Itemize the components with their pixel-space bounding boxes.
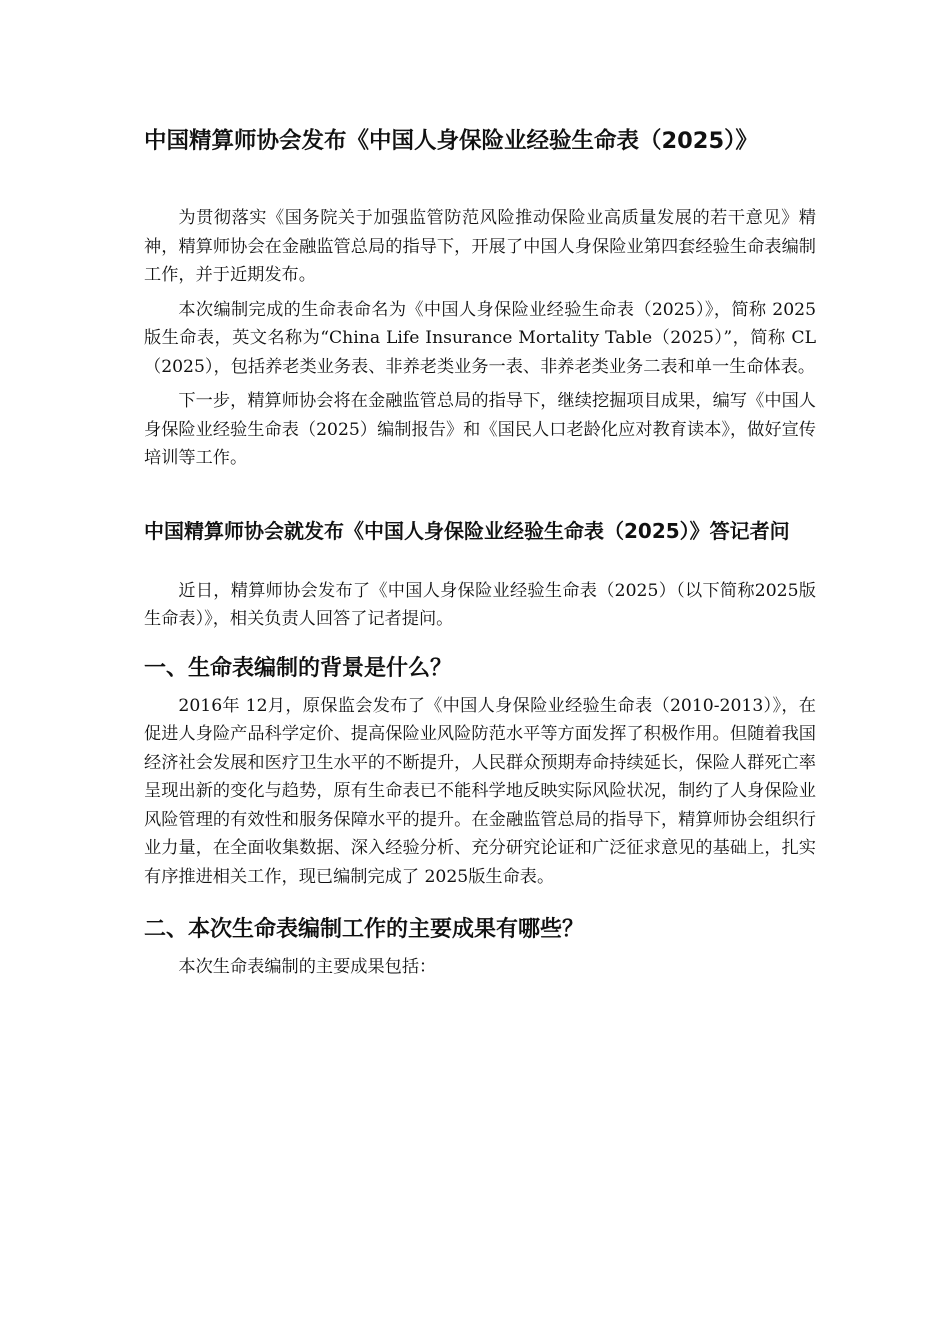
document-body: [144, 124, 816, 982]
intro-paragraph-2: 本次编制完成的生命表命名为《中国人身保险业经验生命表（2025）》，简称 2025版生命表，英文名称为“China Life Insurance Mortality Table（2025）”，简称 CL（2025），包括养老类业务表、非养老类业务一表、非养老类业务二表和单一生命体表。: [144, 299, 816, 377]
qa-title: 中国精算师协会就发布《中国人身保险业经验生命表（2025）》答记者问: [144, 518, 790, 543]
qa-intro-paragraph: 近日，精算师协会发布了《中国人身保险业经验生命表（2025）（以下简称2025版生命表）》，相关负责人回答了记者提问。: [144, 580, 816, 629]
section-2-paragraph: 本次生命表编制的主要成果包括：: [178, 957, 437, 977]
section-2-heading: 二、本次生命表编制工作的主要成果有哪些？: [144, 917, 585, 942]
intro-paragraph-1: 为贯彻落实《国务院关于加强监管防范风险推动保险业高质量发展的若干意见》精神，精算师协会在金融监管总局的指导下，开展了中国人身保险业第四套经验生命表编制工作，并于近期发布。: [144, 208, 816, 285]
intro-paragraph-3: 下一步，精算师协会将在金融监管总局的指导下，继续挖掘项目成果，编写《中国人身保险业经验生命表（2025）编制报告》和《国民人口老龄化应对教育读本》，做好宣传培训等工作。: [144, 391, 816, 468]
section-1-heading: 一、生命表编制的背景是什么？: [144, 655, 453, 681]
document-title: 中国精算师协会发布《中国人身保险业经验生命表（2025）》: [144, 128, 758, 154]
section-1-paragraph: 2016年 12月，原保监会发布了《中国人身保险业经验生命表（2010-2013）》，在促进人身险产品科学定价、提高保险业风险防范水平等方面发挥了积极作用。但随着我国经济社会发展和医疗卫生水平的不断提升，人民群众预期寿命持续延长，保险人群死亡率呈现出新的变化与趋势，原有生命表已不能科学地反映实际风险状况，制约了人身保险业风险管理的有效性和服务保障水平的提升。在金融监管总局的指导下，精算师协会组织行业力量，在全面收集数据、深入经验分析、充分研究论证和广泛征求意见的基础上，扎实有序推进相关工作，现已编制完成了 2025版生命表。: [144, 695, 816, 887]
